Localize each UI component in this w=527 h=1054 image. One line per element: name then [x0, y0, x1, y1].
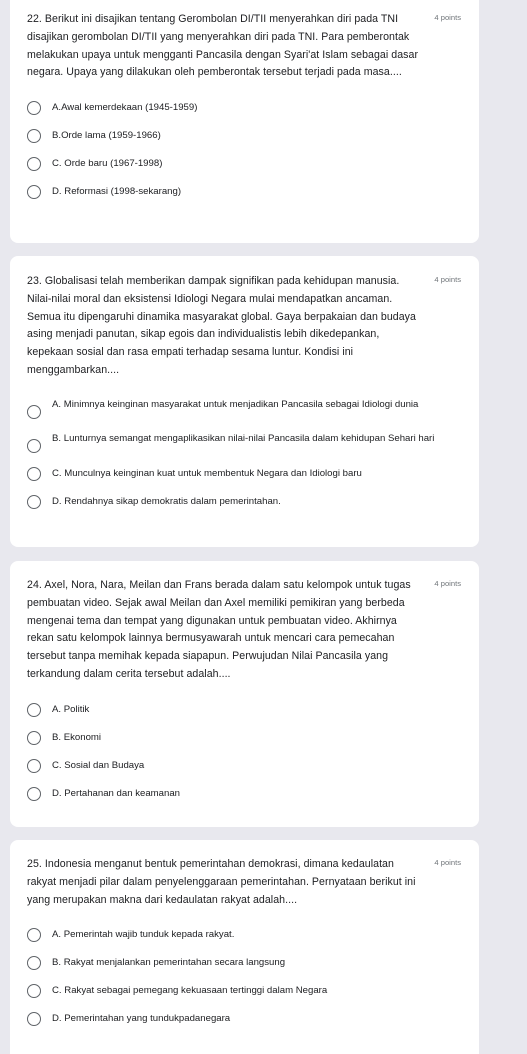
question-body: Indonesia menganut bentuk pemerintahan demokrasi, dimana kedaulatan rakyat menjadi pilar dalam penyelenggaraan pemerintahan. Pernyataan berikut ini yang merupakan makna dari kedaulatan rakyat adalah....: [27, 858, 416, 906]
question-text: [27, 273, 461, 380]
question-number: 25.: [27, 858, 42, 870]
question-header: [27, 856, 461, 909]
option-list: [27, 703, 461, 801]
question-body: Globalisasi telah memberikan dampak signifikan pada kehidupan manusia. Nilai-nilai moral dan eksistensi Idiologi Negara mulai mendapatkan ancaman. Semua itu dipengaruhi dinamika masyarakat global. Gaya berpakaian dan budaya asing menjadi panutan, sikap egois dan individualistis lebih dikedepankan, kepekaan sosial dan rasa empati terhadap sesama luntur. Kondisi ini menggambarkan....: [27, 275, 416, 376]
question-card-22: [10, 0, 479, 243]
option-label: A. Pemerintah wajib tunduk kepada rakyat.: [52, 929, 235, 941]
option-d[interactable]: [27, 185, 461, 199]
radio-button[interactable]: [27, 731, 41, 745]
points-label: 4 points: [434, 13, 461, 22]
question-card-23: [10, 256, 479, 547]
option-b[interactable]: [27, 956, 461, 970]
question-number: 22.: [27, 13, 42, 25]
option-label: D. Reformasi (1998-sekarang): [52, 186, 182, 198]
radio-button[interactable]: [27, 928, 41, 942]
question-number: 24.: [27, 579, 42, 591]
option-d[interactable]: [27, 1012, 461, 1026]
option-b[interactable]: [27, 129, 461, 143]
option-label: B. Ekonomi: [52, 731, 102, 743]
radio-button[interactable]: [27, 129, 41, 143]
option-d[interactable]: [27, 787, 461, 801]
option-a[interactable]: [27, 101, 461, 115]
option-list: [27, 928, 461, 1026]
question-card-25: [10, 840, 479, 1054]
option-d[interactable]: [27, 495, 461, 509]
radio-button[interactable]: [27, 703, 41, 717]
question-card-24: [10, 561, 479, 827]
question-number: 23.: [27, 275, 42, 287]
option-label: D. Rendahnya sikap demokratis dalam pemerintahan.: [52, 495, 281, 507]
option-list: [27, 399, 461, 509]
points-label: 4 points: [434, 275, 461, 284]
option-label: A. Politik: [52, 703, 90, 715]
radio-button[interactable]: [27, 787, 41, 801]
option-label: D. Pertahanan dan keamanan: [52, 787, 181, 799]
question-text: [27, 856, 461, 909]
points-label: 4 points: [434, 579, 461, 588]
option-label: C. Rakyat sebagai pemegang kekuasaan tertinggi dalam Negara: [52, 985, 328, 997]
question-text: [27, 11, 461, 82]
option-label: A.Awal kemerdekaan (1945-1959): [52, 102, 198, 114]
option-label: B. Lunturnya semangat mengaplikasikan nilai-nilai Pancasila dalam kehidupan Sehari hari: [52, 432, 435, 444]
option-c[interactable]: [27, 157, 461, 171]
option-c[interactable]: [27, 467, 461, 481]
option-a[interactable]: [27, 399, 461, 419]
option-list: [27, 101, 461, 199]
radio-button[interactable]: [27, 405, 41, 419]
points-label: 4 points: [434, 858, 461, 867]
radio-button[interactable]: [27, 495, 41, 509]
question-body: Axel, Nora, Nara, Meilan dan Frans berada dalam satu kelompok untuk tugas pembuatan video. Sejak awal Meilan dan Axel memiliki pemikiran yang berbeda mengenai tema dan tempat yang digunakan untuk pembuatan video. Akhirnya rekan satu kelompok lainnya bermusyawarah untuk mencari cara pemecahan tersebut tanpa memihak kepada siapapun. Perwujudan Nilai Pancasila yang terkandung dalam cerita tersebut adalah....: [27, 579, 411, 680]
option-label: B. Rakyat menjalankan pemerintahan secara langsung: [52, 957, 286, 969]
option-label: B.Orde lama (1959-1966): [52, 130, 161, 142]
option-label: A. Minimnya keinginan masyarakat untuk menjadikan Pancasila sebagai Idiologi dunia: [52, 398, 419, 410]
radio-button[interactable]: [27, 101, 41, 115]
radio-button[interactable]: [27, 467, 41, 481]
option-b[interactable]: [27, 433, 461, 453]
question-header: [27, 11, 461, 82]
radio-button[interactable]: [27, 157, 41, 171]
option-c[interactable]: [27, 984, 461, 998]
question-header: [27, 577, 461, 684]
radio-button[interactable]: [27, 1012, 41, 1026]
option-c[interactable]: [27, 759, 461, 773]
question-body: Berikut ini disajikan tentang Gerombolan DI/TII menyerahkan diri pada TNI disajikan gerombolan DI/TII yang menyerahkan diri pada TNI. Para pemberontak melakukan upaya untuk mengganti Pancasila dengan Syari'at Islam sebagai dasar negara. Upaya yang dilakukan oleh pemberontak tersebut terjadi pada masa....: [27, 13, 419, 79]
option-label: C. Sosial dan Budaya: [52, 759, 145, 771]
option-a[interactable]: [27, 703, 461, 717]
option-label: C. Orde baru (1967-1998): [52, 158, 163, 170]
option-label: D. Pemerintahan yang tundukpadanegara: [52, 1013, 231, 1025]
radio-button[interactable]: [27, 185, 41, 199]
question-text: [27, 577, 461, 684]
radio-button[interactable]: [27, 956, 41, 970]
option-a[interactable]: [27, 928, 461, 942]
radio-button[interactable]: [27, 439, 41, 453]
option-label: C. Munculnya keinginan kuat untuk membentuk Negara dan Idiologi baru: [52, 467, 362, 479]
radio-button[interactable]: [27, 759, 41, 773]
option-b[interactable]: [27, 731, 461, 745]
question-header: [27, 273, 461, 380]
radio-button[interactable]: [27, 984, 41, 998]
